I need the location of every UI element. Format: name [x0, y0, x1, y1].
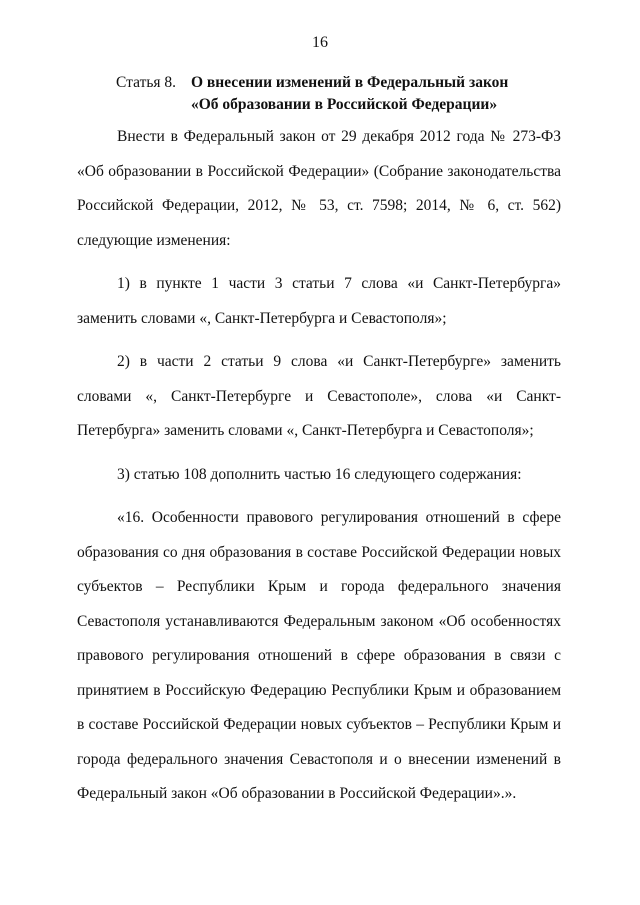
page-number: 16 [312, 34, 328, 51]
article-heading [116, 72, 536, 116]
article-body [77, 120, 561, 821]
amendment-item-1: 1) в пункте 1 части 3 статьи 7 слова «и Санкт-Петербурга» заменить словами «, Санкт-Петербурга и Севастополя»; [77, 275, 561, 327]
amendment-item-3: 3) статью 108 дополнить частью 16 следующего содержания: [117, 465, 522, 483]
article-title: О внесении изменений в Федеральный закон «Об образовании в Российской Федерации» [191, 74, 509, 113]
amendment-item-2: 2) в части 2 статьи 9 слова «и Санкт-Петербурге» заменить словами «, Санкт-Петербурге и Севастополе», слова «и Санкт-Петербурга» заменить словами «, Санкт-Петербурга и Севастополя»; [77, 353, 561, 439]
article-label: Статья 8. [116, 74, 177, 91]
intro-paragraph: Внести в Федеральный закон от 29 декабря 2012 года № 273-ФЗ «Об образовании в Российской Федерации» (Собрание законодательства Российской Федерации, 2012, № 53, ст. 7598; 2014, № 6, ст. 562) следующие изменения: [77, 128, 561, 249]
quoted-new-part: «16. Особенности правового регулирования отношений в сфере образования со дня образования в составе Российской Федерации новых субъектов – Республики Крым и города федерального значения Севастополя устанавливаются Федеральным законом «Об особенностях правового регулирования отношений в сфере образования в связи с принятием в Российскую Федерацию Республики Крым и образованием в составе Российской Федерации новых субъектов – Республики Крым и города федерального значения Севастополя и о внесении изменений в Федеральный закон «Об образовании в Российской Федерации».». [77, 509, 561, 802]
